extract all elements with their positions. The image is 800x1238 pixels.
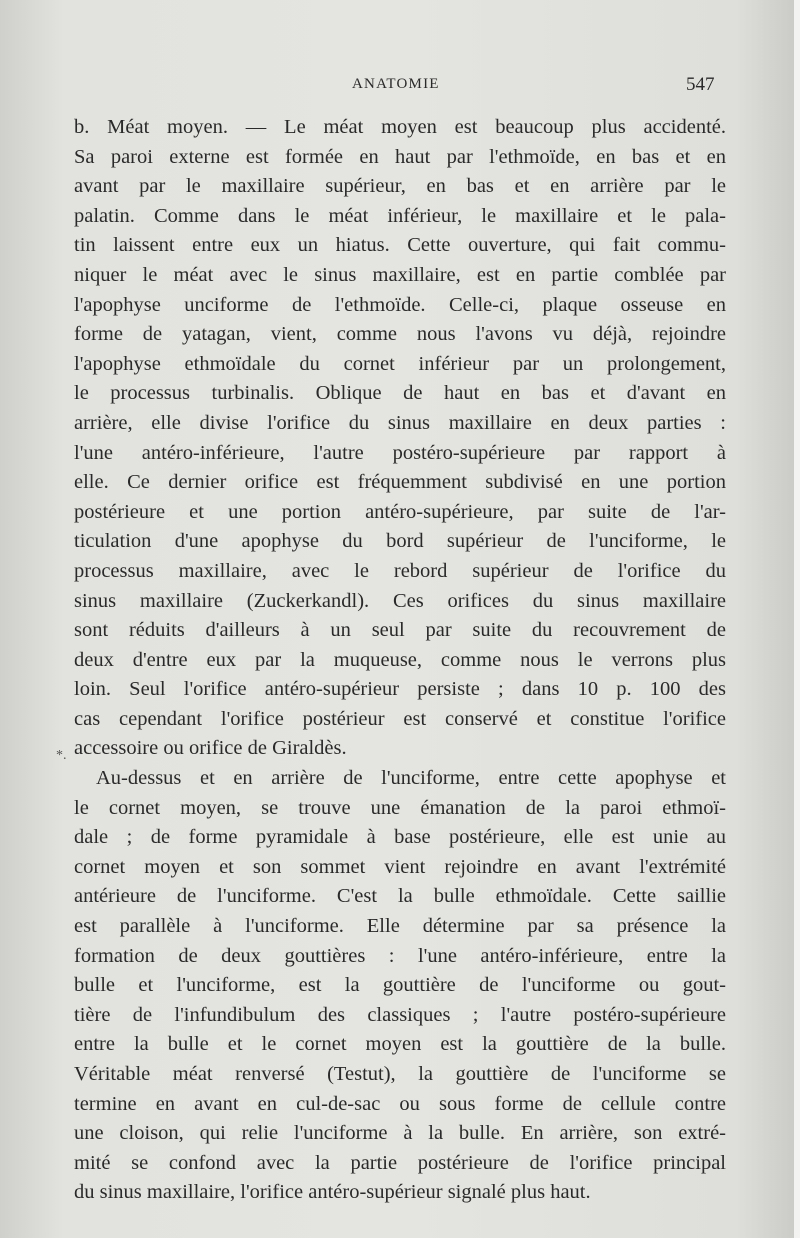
page-header [0, 76, 800, 100]
text-line: dale ; de forme pyramidale à base postérieure, elle est unie au [74, 826, 726, 849]
running-head: ANATOMIE [352, 76, 440, 92]
text-line: entre la bulle et le cornet moyen est la gouttière de la bulle. [74, 1033, 726, 1056]
text-line: avant par le maxillaire supérieur, en bas et en arrière par le [74, 175, 726, 198]
text-line: du sinus maxillaire, l'orifice antéro-supérieur signalé plus haut. [74, 1181, 591, 1204]
text-line: sont réduits d'ailleurs à un seul par suite du recouvrement de [74, 619, 726, 642]
text-line: palatin. Comme dans le méat inférieur, le maxillaire et le pala- [74, 204, 726, 227]
text-line: formation de deux gouttières : l'une antéro-inférieure, entre la [74, 944, 726, 967]
text-line: antérieure de l'unciforme. C'est la bulle ethmoïdale. Cette saillie [74, 885, 726, 908]
text-line: accessoire ou orifice de Giraldès. [74, 737, 347, 760]
text-line: l'apophyse unciforme de l'ethmoïde. Celle-ci, plaque osseuse en [74, 293, 726, 316]
text-line: mité se confond avec la partie postérieure de l'orifice principal [74, 1151, 726, 1174]
text-line: Au-dessus et en arrière de l'unciforme, entre cette apophyse et [96, 767, 726, 790]
text-line: le cornet moyen, se trouve une émanation de la paroi ethmoï- [74, 796, 726, 819]
text-line: ticulation d'une apophyse du bord supérieur de l'unciforme, le [74, 530, 726, 553]
text-line: forme de yatagan, vient, comme nous l'avons vu déjà, rejoindre [74, 323, 726, 346]
text-line: termine en avant en cul-de-sac ou sous forme de cellule contre [74, 1092, 726, 1115]
text-line: cornet moyen et son sommet vient rejoindre en avant l'extrémité [74, 855, 726, 878]
text-line: deux d'entre eux par la muqueuse, comme nous le verrons plus [74, 648, 726, 671]
text-line: tin laissent entre eux un hiatus. Cette ouverture, qui fait commu- [74, 234, 726, 257]
text-line: postérieure et une portion antéro-supérieure, par suite de l'ar- [74, 500, 726, 523]
text-line: b. Méat moyen. — Le méat moyen est beaucoup plus accidenté. [74, 116, 726, 138]
text-line: elle. Ce dernier orifice est fréquemment subdivisé en une portion [74, 471, 726, 494]
body-text [74, 113, 726, 1208]
text-line: l'une antéro-inférieure, l'autre postéro-supérieure par rapport à [74, 441, 726, 464]
text-line: Sa paroi externe est formée en haut par l'ethmoïde, en bas et en [74, 145, 726, 168]
text-line: Véritable méat renversé (Testut), la gouttière de l'unciforme se [74, 1063, 726, 1085]
text-line: bulle et l'unciforme, est la gouttière de l'unciforme ou gout- [74, 974, 726, 997]
text-line: cas cependant l'orifice postérieur est conservé et constitue l'orifice [74, 707, 726, 730]
page-edge [794, 0, 800, 1238]
text-line: est parallèle à l'unciforme. Elle détermine par sa présence la [74, 915, 726, 938]
text-line: processus maxillaire, avec le rebord supérieur de l'orifice du [74, 559, 726, 582]
text-line: le processus turbinalis. Oblique de haut en bas et d'avant en [74, 382, 726, 405]
text-line: sinus maxillaire (Zuckerkandl). Ces orifices du sinus maxillaire [74, 589, 726, 612]
text-line: l'apophyse ethmoïdale du cornet inférieur par un prolongement, [74, 352, 726, 375]
margin-mark: *. [56, 748, 67, 763]
text-line: tière de l'infundibulum des classiques ; l'autre postéro-supérieure [74, 1003, 726, 1026]
text-line: une cloison, qui relie l'unciforme à la bulle. En arrière, son extré- [74, 1122, 726, 1145]
text-line: arrière, elle divise l'orifice du sinus maxillaire en deux parties : [74, 411, 726, 434]
text-line: loin. Seul l'orifice antéro-supérieur persiste ; dans 10 p. 100 des [74, 678, 726, 701]
page-number: 547 [686, 74, 715, 95]
text-line: niquer le méat avec le sinus maxillaire, est en partie comblée par [74, 263, 726, 286]
